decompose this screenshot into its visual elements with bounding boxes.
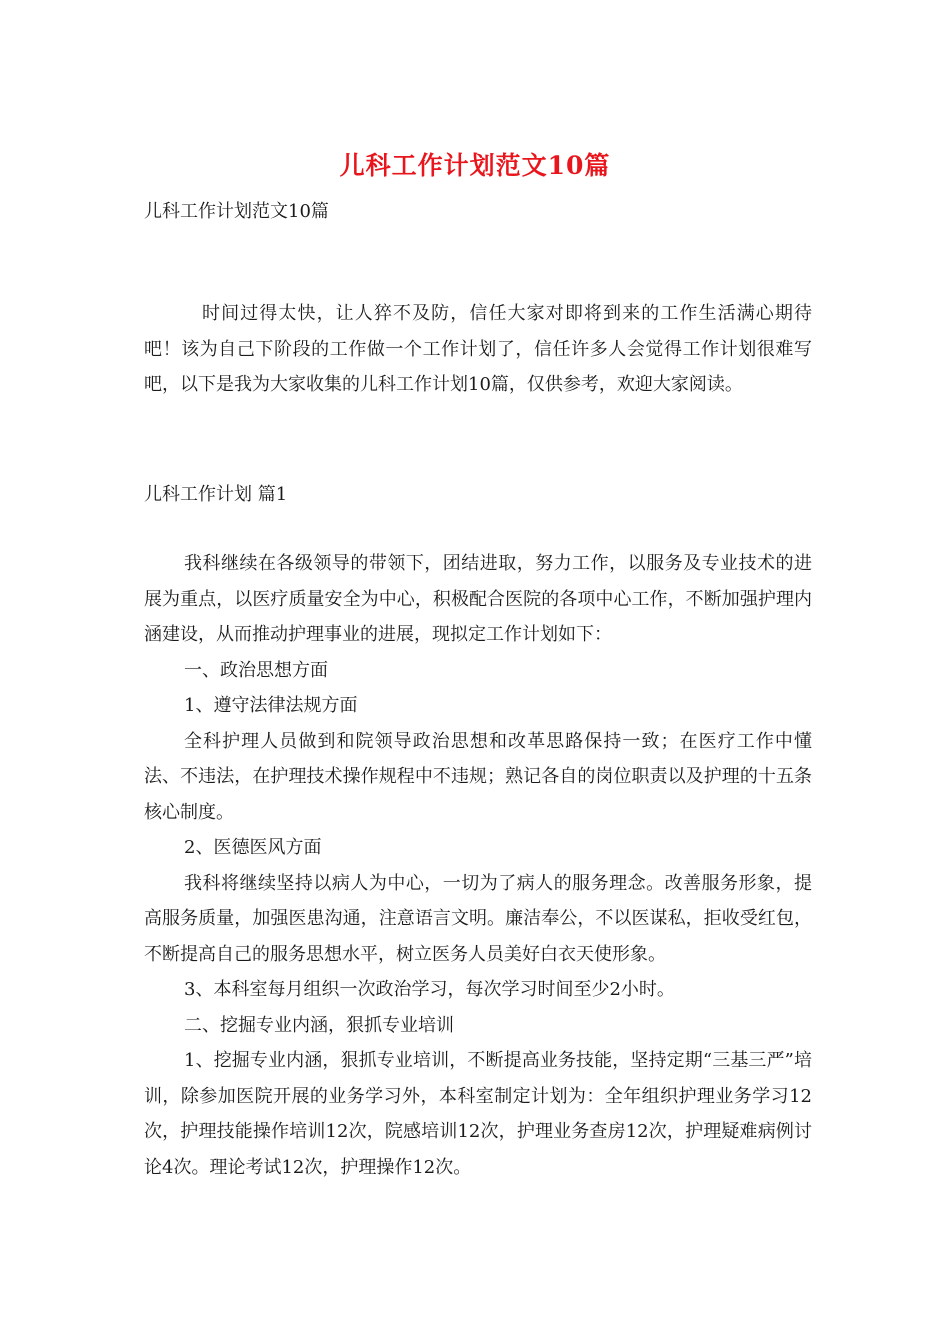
document-subtitle: 儿科工作计划范文10篇 [144,201,329,222]
body-subheading: 2、医德医风方面 [184,837,322,858]
body-paragraph: 全科护理人员做到和院领导政治思想和改革思路保持一致；在医疗工作中懂法、不违法，在护理技术操作规程中不违规；熟记各自的岗位职责以及护理的十五条核心制度。 [144,730,812,823]
body-heading: 二、挖掘专业内涵，狠抓专业培训 [184,1014,454,1036]
body-subheading: 1、遵守法律法规方面 [184,695,358,716]
section-heading: 儿科工作计划 篇1 [144,484,288,505]
document-title: 儿科工作计划范文10篇 [339,151,611,180]
body-paragraph: 我科继续在各级领导的带领下，团结进取，努力工作，以服务及专业技术的进展为重点，以医疗质量安全为中心，积极配合医院的各项中心工作，不断加强护理内涵建设，从而推动护理事业的进展，现拟定工作计划如下： [144,553,812,645]
body-paragraph: 3、本科室每月组织一次政治学习，每次学习时间至少2小时。 [184,979,675,1000]
intro-paragraph: 时间过得太快，让人猝不及防，信任大家对即将到来的工作生活满心期待吧！该为自己下阶段的工作做一个工作计划了，信任许多人会觉得工作计划很难写吧，以下是我为大家收集的儿科工作计划10篇，仅供参考，欢迎大家阅读。 [144,303,812,395]
body-paragraph: 我科将继续坚持以病人为中心，一切为了病人的服务理念。改善服务形象，提高服务质量，加强医患沟通，注意语言文明。廉洁奉公，不以医谋私，拒收受红包，不断提高自己的服务思想水平，树立医务人员美好白衣天使形象。 [144,872,812,965]
intro-block [144,296,812,403]
section-body [144,546,812,1185]
body-paragraph: 1、挖掘专业内涵，狠抓专业培训，不断提高业务技能，坚持定期“三基三严”培训，除参加医院开展的业务学习外，本科室制定计划为：全年组织护理业务学习12次，护理技能操作培训12次，院感培训12次，护理业务查房12次，护理疑难病例讨论4次。理论考试12次，护理操作12次。 [144,1050,812,1178]
body-heading: 一、政治思想方面 [184,659,328,681]
